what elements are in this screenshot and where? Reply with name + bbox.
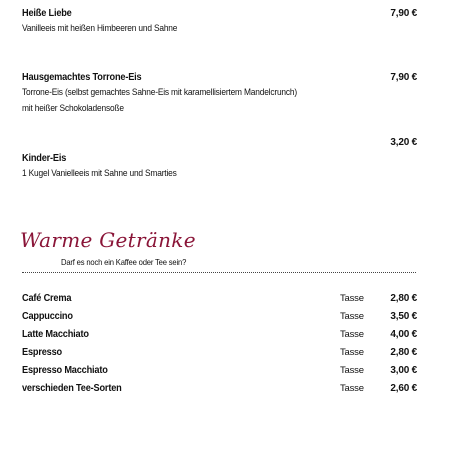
drink-row-cappuccino <box>22 310 417 324</box>
drink-price: 3,50 € <box>390 311 417 322</box>
drink-unit: Tasse <box>340 293 364 304</box>
menu-item-torrone-eis <box>22 71 417 116</box>
item-description: Vanilleeis mit heißen Himbeeren und Sahne <box>22 23 178 33</box>
drink-row-espresso-macchiato <box>22 364 417 378</box>
drink-name: Latte Macchiato <box>22 329 89 340</box>
menu-item-kinder-eis-body <box>22 152 417 181</box>
drink-name: Espresso Macchiato <box>22 365 108 376</box>
dotted-divider <box>22 272 416 273</box>
drink-name: verschieden Tee-Sorten <box>22 383 122 394</box>
item-price: 3,20 € <box>390 137 417 148</box>
drink-name: Espresso <box>22 347 62 358</box>
drink-price: 2,80 € <box>390 347 417 358</box>
drink-unit: Tasse <box>340 311 364 322</box>
drink-name: Cappuccino <box>22 311 73 322</box>
section-title-warm-drinks: Warme Getränke <box>20 228 196 252</box>
item-description: 1 Kugel Vanielleeis mit Sahne und Smarties <box>22 168 177 178</box>
drink-row-cafe-crema <box>22 292 417 306</box>
drink-row-tee-sorten <box>22 382 417 396</box>
drink-unit: Tasse <box>340 347 364 358</box>
item-name: Heiße Liebe <box>22 8 72 19</box>
drink-unit: Tasse <box>340 329 364 340</box>
drink-price: 4,00 € <box>390 329 417 340</box>
section-subtitle: Darf es noch ein Kaffee oder Tee sein? <box>61 257 187 267</box>
item-name: Hausgemachtes Torrone-Eis <box>22 72 142 83</box>
drink-row-espresso <box>22 346 417 360</box>
item-description-line-2: mit heißer Schokoladensoße <box>22 103 124 113</box>
drink-price: 2,60 € <box>390 383 417 394</box>
drink-name: Café Crema <box>22 293 72 304</box>
menu-item-heisse-liebe <box>22 7 417 36</box>
drink-unit: Tasse <box>340 365 364 376</box>
drink-unit: Tasse <box>340 383 364 394</box>
item-price: 7,90 € <box>390 8 417 19</box>
drink-row-latte-macchiato <box>22 328 417 342</box>
drink-price: 2,80 € <box>390 293 417 304</box>
drink-price: 3,00 € <box>390 365 417 376</box>
item-price: 7,90 € <box>390 72 417 83</box>
item-description: Torrone-Eis (selbst gemachtes Sahne-Eis mit karamellisiertem Mandelcrunch) <box>22 87 297 97</box>
item-name: Kinder-Eis <box>22 153 67 164</box>
